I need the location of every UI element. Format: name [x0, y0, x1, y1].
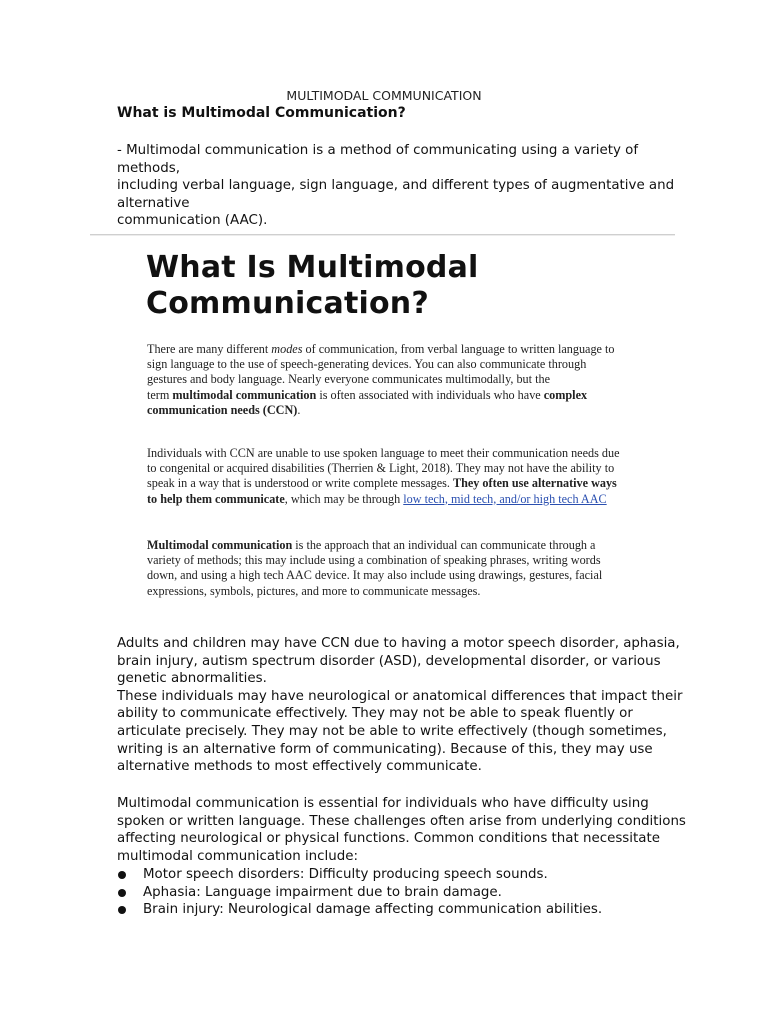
conditions-list: [117, 866, 657, 919]
text-run: They often use alternative ways: [452, 476, 617, 491]
list-item-text: Motor speech disorders: Difficulty producing speech sounds.: [143, 867, 548, 882]
embedded-title-line: What Is Multimodal: [146, 250, 479, 285]
embedded-paragraph-2: [147, 446, 627, 507]
embedded-title: [146, 250, 479, 322]
aac-link: low tech, mid tech, and/or high tech AAC: [403, 491, 607, 506]
text-line: Adults and children may have CCN due to having a motor speech disorder, aphasia,: [117, 636, 680, 651]
text-line: brain injury, autism spectrum disorder (ASD), developmental disorder, or various: [117, 653, 661, 669]
text-line: sign language to the use of speech-generating devices. You can also communicate through: [147, 357, 587, 372]
embedded-article-image: [140, 244, 630, 604]
text-line: articulate precisely. They may not be able to write effectively (though sometimes,: [117, 723, 667, 739]
text-run: Multimodal communication: [147, 538, 293, 552]
text-line: Individuals with CCN are unable to use spoken language to meet their communication needs due: [147, 446, 620, 460]
text-run: , which may be through: [284, 491, 401, 506]
text-run: term: [147, 387, 170, 402]
text-line: to congenital or acquired disabilities (Therrien & Light, 2018). They may not have the ability to: [147, 461, 615, 476]
text-line: down, and using a high tech AAC device. It may also include using drawings, gestures, facial: [147, 568, 603, 583]
section-heading: What is Multimodal Communication?: [117, 105, 406, 121]
list-item: [117, 866, 657, 884]
horizontal-divider: [90, 234, 675, 235]
embedded-paragraph-3: [147, 538, 627, 599]
list-item: [117, 884, 657, 902]
intro-line: communication (AAC).: [117, 213, 268, 229]
text-run: There are many different: [147, 342, 269, 356]
text-run: modes: [271, 342, 303, 356]
text-run: multimodal communication: [172, 387, 317, 402]
bullet-icon: [118, 871, 126, 879]
text-line: alternative methods to most effectively communicate.: [117, 759, 482, 775]
bullet-icon: [118, 906, 126, 914]
text-run: of communication, from verbal language to written language to: [305, 342, 615, 356]
text-line: multimodal communication include:: [117, 848, 358, 864]
text-line: ability to communicate effectively. They may not be able to speak fluently or: [117, 706, 633, 722]
text-line: writing is an alternative form of communicating). Because of this, they may use: [117, 741, 653, 757]
list-item-text: Aphasia: Language impairment due to brain damage.: [143, 884, 502, 900]
text-line: These individuals may have neurological or anatomical differences that impact their: [117, 688, 683, 704]
text-run: .: [297, 402, 301, 417]
text-line: affecting neurological or physical functions. Common conditions that necessitate: [117, 831, 660, 847]
text-run: communication needs (CCN): [147, 402, 298, 417]
text-line: variety of methods; this may include using a combination of speaking phrases, writing words: [147, 553, 601, 568]
list-item: [117, 901, 657, 919]
embedded-paragraph-1: [147, 342, 627, 418]
text-line: expressions, symbols, pictures, and more to communicate messages.: [147, 583, 481, 598]
text-line: genetic abnormalities.: [117, 671, 267, 687]
text-run: to help them communicate: [147, 491, 285, 506]
body-paragraph-2: [117, 795, 686, 865]
intro-line: methods,: [117, 160, 180, 176]
document-title: MULTIMODAL COMMUNICATION: [286, 88, 482, 103]
bullet-icon: [118, 889, 126, 897]
text-run: is often associated with individuals who have: [319, 387, 541, 402]
intro-line: alternative: [117, 195, 190, 211]
text-run: speak in a way that is understood or write complete messages.: [147, 476, 450, 491]
text-line: gestures and body language. Nearly everyone communicates multimodally, but the: [147, 372, 550, 387]
text-line: spoken or written language. These challenges often arise from underlying conditions: [117, 813, 686, 829]
embedded-title-line: Communication?: [146, 286, 429, 321]
text-run: complex: [543, 387, 588, 402]
body-paragraph-1: [117, 635, 683, 776]
intro-line: - Multimodal communication is a method of communicating using a variety of: [117, 143, 639, 158]
text-run: is the approach that an individual can communicate through a: [295, 538, 596, 552]
text-line: Multimodal communication is essential for individuals who have difficulty using: [117, 796, 649, 811]
intro-paragraph: [117, 142, 677, 230]
list-item-text: Brain injury: Neurological damage affecting communication abilities.: [143, 902, 603, 918]
intro-line: including verbal language, sign language, and different types of augmentative and: [117, 178, 675, 194]
